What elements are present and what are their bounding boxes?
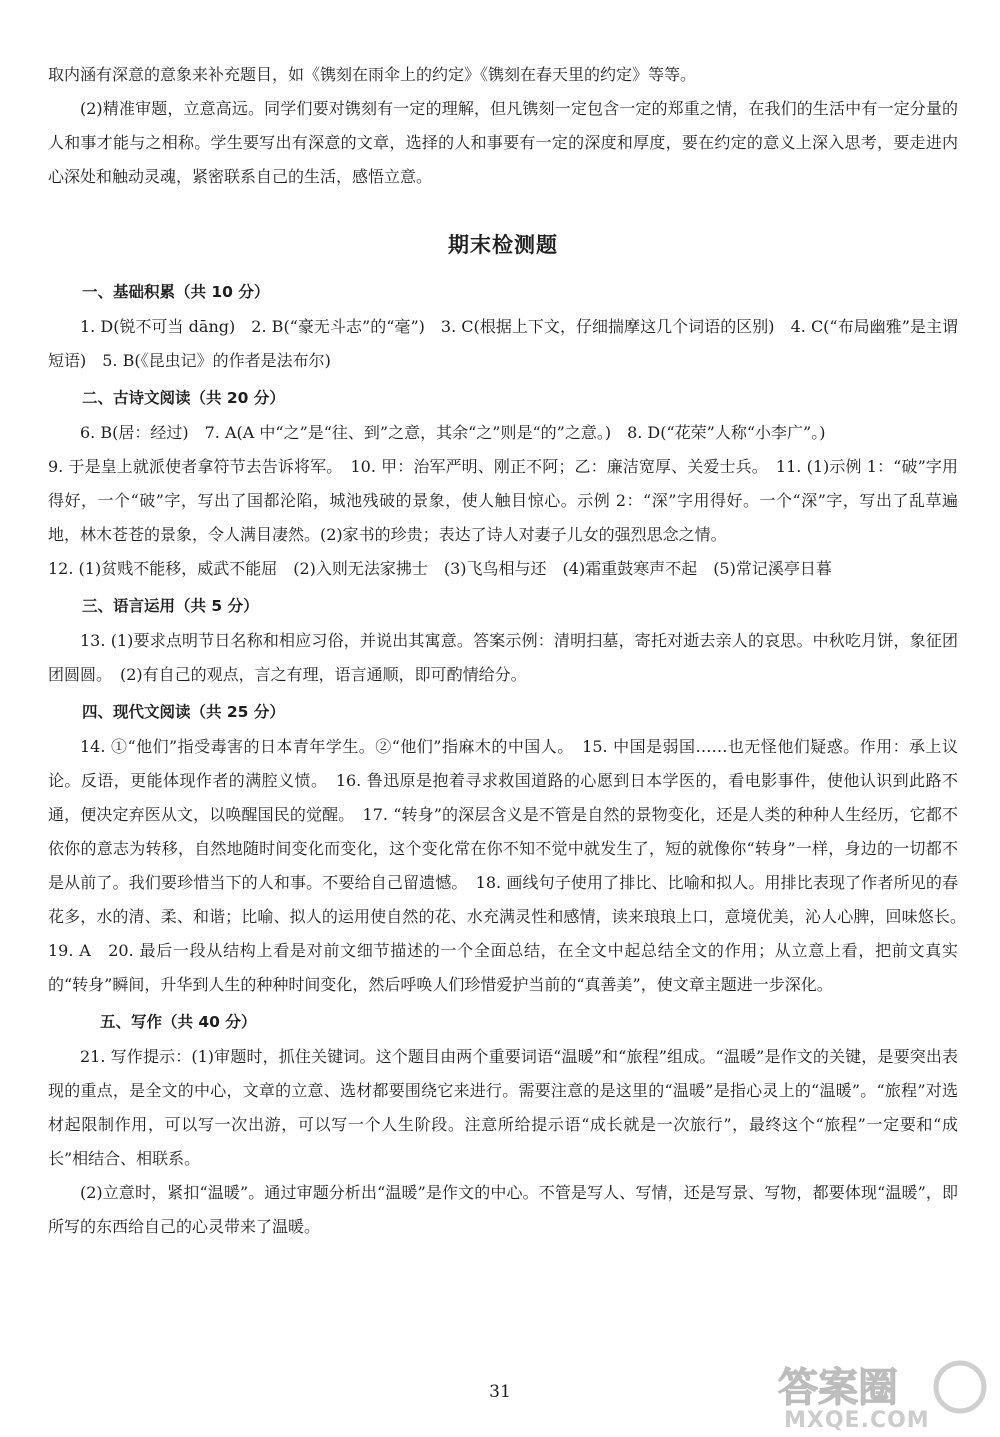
section-1-answers: 1. D(锐不可当 dāng) 2. B(“豪无斗志”的“毫”) 3. C(根据上下文，仔细揣摩这几个词语的区别) 4. C(“布局幽雅”是主谓短语) 5. B(《昆虫记》的作者是法布尔) — [48, 317, 958, 370]
paragraph-point-2: (2)精准审题，立意高远。同学们要对镌刻有一定的理解，但凡镌刻一定包含一定的郑重之情，在我们的生活中有一定分量的人和事才能与之相称。学生要写出有深意的文章，选择的人和事要有一定的深度和厚度，要在约定的意义上深入思考，要走进内心深处和触动灵魂，紧密联系自己的生活，感悟立意。 — [48, 99, 958, 186]
section-4-answers: 14. ①“他们”指受毒害的日本青年学生。②“他们”指麻木的中国人。 15. 中国是弱国……也无怪他们疑惑。作用：承上议论。反语，更能体现作者的满腔义愤。 16. 鲁迅原是抱着寻求救国道路的心愿到日本学医的，看电影事件，使他认识到此路不通，便决定弃医从文，以唤醒国民的觉醒。 17. “转身”的深层含义是不管是自然的景物变化，还是人类的种种人生经历，它都不依你的意志为转移，自然地随时间变化而变化，这个变化常在你不知不觉中就发生了，短的就像你“转身”一样，身边的一切都不是从前了。我们要珍惜当下的人和事。不要给自己留遗憾。 18. 画线句子使用了排比、比喻和拟人。用排比表现了作者所见的春花多，水的清、柔、和谐；比喻、拟人的运用使自然的花、水充满灵性和感情，读来琅琅上口，意境优美，沁人心脾，回味悠长。 19. A 20. 最后一段从结构上看是对前文细节描述的一个全面总结，在全文中起总结全文的作用；从立意上看，把前文真实的“转身”瞬间，升华到人生的种种时间变化，然后呼唤人们珍惜爱护当前的“真善美”，使文章主题进一步深化。 — [48, 737, 975, 994]
document-body — [48, 58, 975, 1244]
page-number: 31 — [489, 1382, 511, 1402]
section-2-answers-c: 12. (1)贫贱不能移，威武不能屈 (2)入则无法家拂士 (3)飞鸟相与还 (4)霜重鼓寒声不起 (5)常记溪亭日暮 — [48, 559, 832, 578]
watermark-logo — [770, 1355, 995, 1433]
section-heading-2: 二、古诗文阅读（共 20 分） — [82, 389, 285, 407]
watermark-brand: 答案圈 — [778, 1365, 898, 1411]
section-2-answers-b: 9. 于是皇上就派使者拿符节去告诉将军。 10. 甲：治军严明、刚正不阿；乙：廉洁宽厚、关爱士兵。 11. (1)示例 1：“破”字用得好，一个“破”字，写出了国都沦陷，城池残破的景象，使人触目惊心。示例 2：“深”字用得好。一个“深”字，写出了乱草遍地，林木苍苍的景象，令人满目凄然。(2)家书的珍贵；表达了诗人对妻子儿女的强烈思念之情。 — [48, 457, 958, 544]
section-heading-1: 一、基础积累（共 10 分） — [82, 283, 270, 301]
page-title: 期末检测题 — [448, 233, 558, 257]
section-2-answers-a: 6. B(居：经过) 7. A(A 中“之”是“往、到”之意，其余“之”则是“的”之意。) 8. D(“花荣”人称“小李广”。) — [80, 423, 826, 442]
watermark-url: MXQE.COM — [784, 1408, 930, 1433]
paragraph-continuation: 取内涵有深意的意象来补充题目，如《镌刻在雨伞上的约定》《镌刻在春天里的约定》等等。 — [48, 65, 697, 84]
section-heading-4: 四、现代文阅读（共 25 分） — [82, 703, 285, 721]
section-5-answers-a: 21. 写作提示：(1)审题时，抓住关键词。这个题目由两个重要词语“温暖”和“旅程”组成。“温暖”是作文的关键，是要突出表现的重点，是全文的中心，文章的立意、选材都要围绕它来进行。需要注意的是这里的“温暖”是指心灵上的“温暖”。“旅程”对选材起限制作用，可以写一次出游，可以写一个人生阶段。注意所给提示语“成长就是一次旅行”，最终这个“旅程”一定要和“成长”相结合、相联系。 — [48, 1047, 958, 1168]
section-3-answers: 13. (1)要求点明节日名称和相应习俗，并说出其寓意。答案示例：清明扫墓，寄托对逝去亲人的哀思。中秋吃月饼，象征团团圆圆。 (2)有自己的观点，言之有理，语言通顺，即可酌情给分。 — [48, 631, 958, 684]
section-5-answers-b: (2)立意时，紧扣“温暖”。通过审题分析出“温暖”是作文的中心。不管是写人、写情，还是写景、写物，都要体现“温暖”，即所写的东西给自己的心灵带来了温暖。 — [48, 1183, 958, 1236]
section-heading-3: 三、语言运用（共 5 分） — [82, 597, 259, 615]
section-heading-5: 五、写作（共 40 分） — [100, 1013, 257, 1031]
watermark-circle-icon — [936, 1363, 984, 1411]
